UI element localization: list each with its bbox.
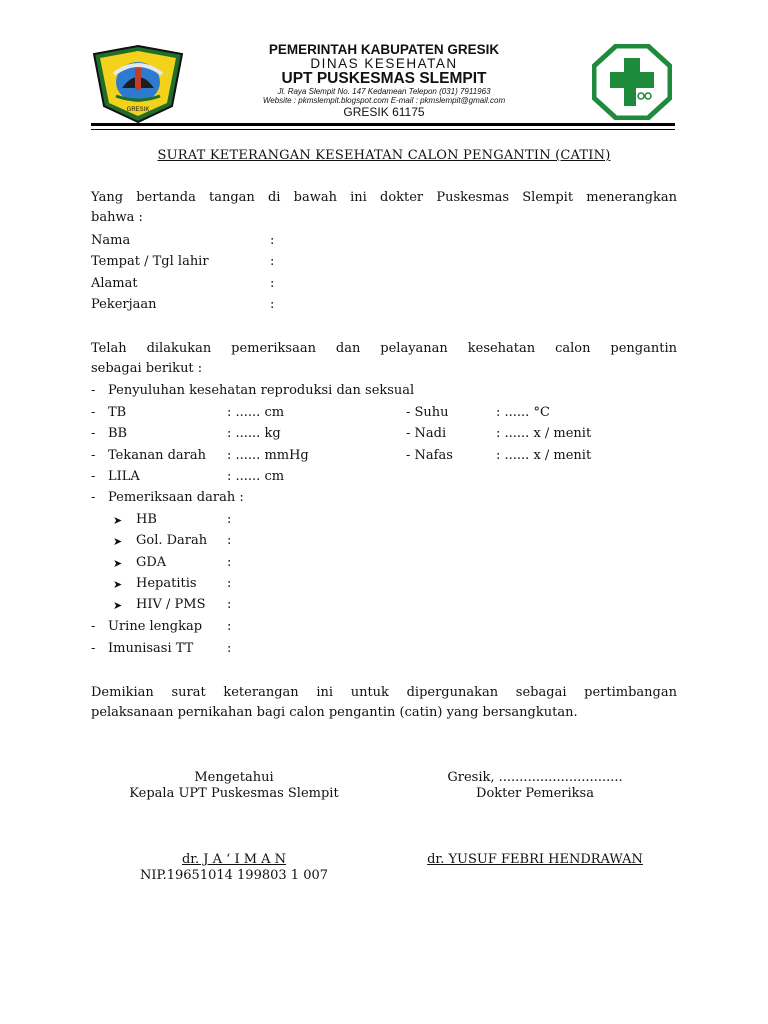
intro-line-1: Yang bertanda tangan di bawah ini dokter Puskesmas Slempit menerangkan	[91, 190, 677, 205]
gresik-regency-logo	[92, 44, 184, 124]
vital-label-lila: LILA	[108, 469, 140, 484]
letterhead-city: GRESIK 61175	[343, 105, 425, 119]
vital-value-tb: : ...... cm	[227, 405, 285, 420]
identity-colon-birth: :	[270, 254, 275, 269]
document-title: SURAT KETERANGAN KESEHATAN CALON PENGANTIN (CATIN)	[157, 148, 611, 163]
counseling-item: Penyuluhan kesehatan reproduksi dan seksual	[108, 383, 415, 398]
arrow-bullet-icon: ➤	[113, 514, 123, 527]
identity-colon-name: :	[270, 233, 275, 248]
test-urine: Urine lengkap	[108, 619, 203, 634]
blood-test-hepatitis: Hepatitis	[136, 576, 197, 591]
signature-right-name: dr. YUSUF FEBRI HENDRAWAN	[427, 852, 643, 867]
letterhead-unit: UPT PUSKESMAS SLEMPIT	[281, 70, 487, 87]
blood-test-hb: HB	[136, 512, 157, 527]
vital-label-bb: BB	[108, 426, 128, 441]
identity-label-name: Nama	[91, 233, 131, 248]
letterhead-divider-thick	[91, 123, 675, 126]
test-colon: :	[227, 619, 232, 634]
vital-value-pulse: : ...... x / menit	[496, 426, 592, 441]
signature-right-line-1: Gresik, ..............................	[447, 770, 623, 785]
signature-left-name: dr. J A ‘ I M A N	[181, 852, 287, 867]
dash: -	[91, 448, 96, 463]
intro-line-2: bahwa :	[91, 210, 143, 225]
identity-colon-occupation: :	[270, 297, 275, 312]
blood-test-hiv: HIV / PMS	[136, 597, 206, 612]
test-colon: :	[227, 641, 232, 656]
closing-line-1: Demikian surat keterangan ini untuk dipergunakan sebagai pertimbangan	[91, 685, 677, 700]
vital-value-bb: : ...... kg	[227, 426, 281, 441]
letterhead-divider-thin	[91, 129, 675, 130]
identity-label-birth: Tempat / Tgl lahir	[91, 254, 209, 269]
blood-test-colon: :	[227, 512, 232, 527]
vital-value-respiration: : ...... x / menit	[496, 448, 592, 463]
blood-test-gda: GDA	[136, 555, 167, 570]
dash: -	[91, 405, 96, 420]
blood-test-blood-type: Gol. Darah	[136, 533, 208, 548]
signature-left-line-1: Mengetahui	[194, 770, 274, 785]
identity-label-occupation: Pekerjaan	[91, 297, 157, 312]
letterhead-gov: PEMERINTAH KABUPATEN GRESIK	[268, 42, 500, 57]
dash: -	[91, 619, 96, 634]
arrow-bullet-icon: ➤	[113, 535, 123, 548]
dash: -	[91, 469, 96, 484]
arrow-bullet-icon: ➤	[113, 578, 123, 591]
arrow-bullet-icon: ➤	[113, 557, 123, 570]
dash: -	[91, 426, 96, 441]
vital-value-temperature: : ...... °C	[496, 405, 550, 420]
vital-label-blood-pressure: Tekanan darah	[108, 448, 207, 463]
signature-left-line-2: Kepala UPT Puskesmas Slempit	[129, 786, 339, 801]
vital-value-lila: : ...... cm	[227, 469, 285, 484]
vital-label-tb: TB	[108, 405, 127, 420]
vital-label-respiration: - Nafas	[406, 448, 453, 463]
signature-right-line-2: Dokter Pemeriksa	[476, 786, 594, 801]
arrow-bullet-icon: ➤	[113, 599, 123, 612]
dash: -	[91, 490, 96, 505]
blood-test-colon: :	[227, 555, 232, 570]
logo-text: GRESIK	[126, 107, 150, 113]
letterhead-contact: Website : pkmslempit.blogspot.com E-mail : pkmslempit@gmail.com	[262, 96, 506, 105]
identity-label-address: Alamat	[91, 276, 138, 291]
exam-line-2: sebagai berikut :	[91, 361, 203, 376]
closing-line-2: pelaksanaan pernikahan bagi calon pengantin (catin) yang bersangkutan.	[91, 705, 578, 720]
blood-test-colon: :	[227, 597, 232, 612]
dash: -	[91, 383, 96, 398]
blood-test-colon: :	[227, 533, 232, 548]
vital-value-blood-pressure: : ...... mmHg	[227, 448, 309, 463]
identity-colon-address: :	[270, 276, 275, 291]
letterhead-dept: DINAS KESEHATAN	[310, 56, 458, 71]
puskesmas-logo	[592, 44, 672, 120]
dash: -	[91, 641, 96, 656]
blood-heading: Pemeriksaan darah :	[108, 490, 244, 505]
letterhead-address: Jl. Raya Slempit No. 147 Kedamean Telepon (031) 7911963	[277, 87, 491, 96]
vital-label-pulse: - Nadi	[406, 426, 447, 441]
test-immunization: Imunisasi TT	[108, 641, 194, 656]
signature-left-nip: NIP.19651014 199803 1 007	[139, 868, 329, 883]
exam-line-1: Telah dilakukan pemeriksaan dan pelayanan kesehatan calon pengantin	[91, 341, 677, 356]
blood-test-colon: :	[227, 576, 232, 591]
vital-label-temperature: - Suhu	[406, 405, 449, 420]
